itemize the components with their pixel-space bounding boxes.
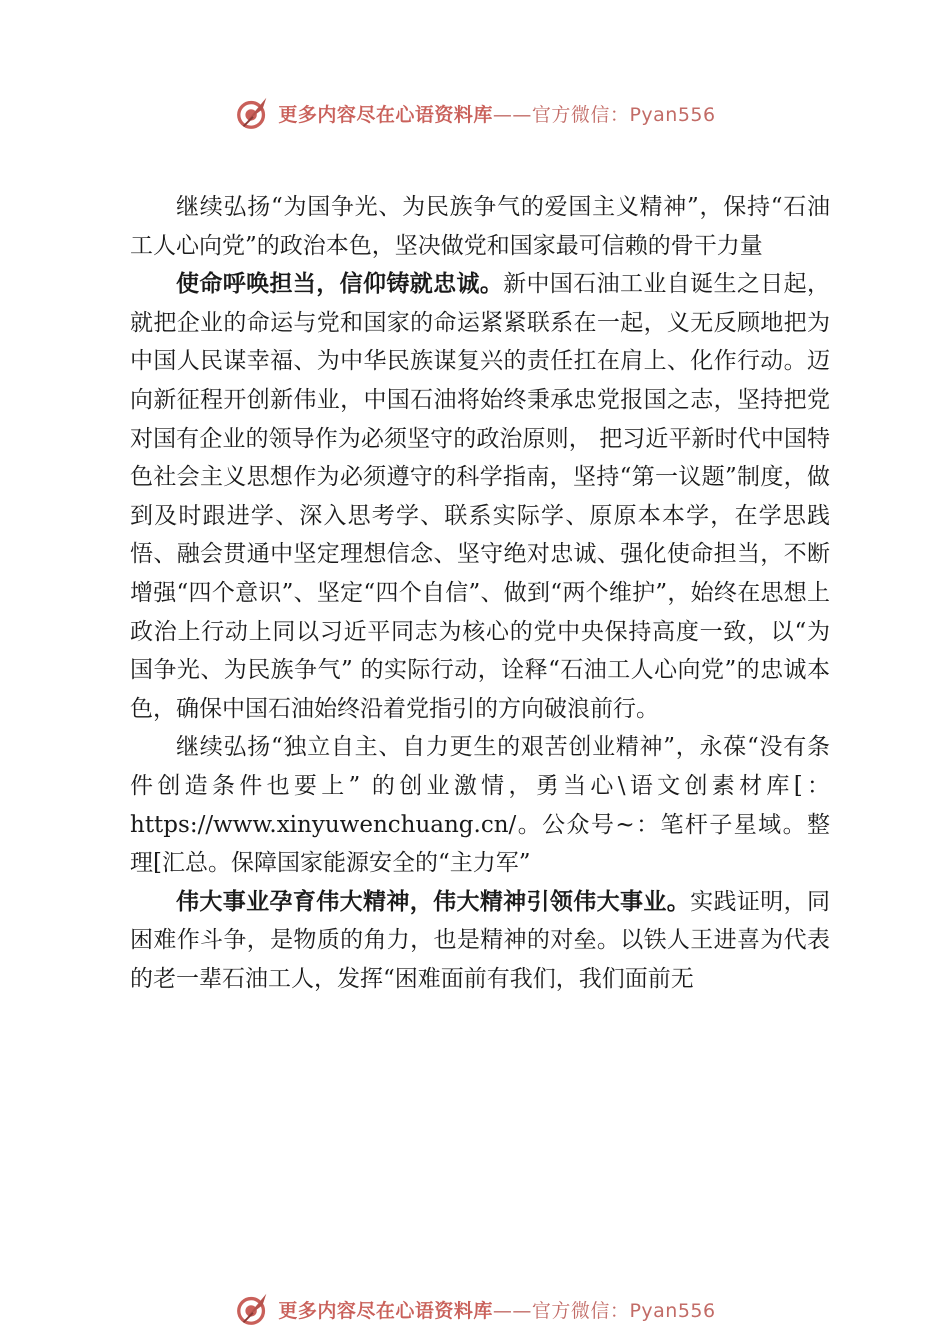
paragraph-lead: 使命呼唤担当，信仰铸就忠诚。 — [176, 270, 504, 298]
banner-separator: —— — [492, 103, 532, 126]
wechat-label: 官方微信： — [531, 103, 630, 126]
paragraph-text: 实践证明，同困难作斗争，是物质的角力，也是精神的对垒。以铁人王进喜为代表的老一辈石油工人，发挥“困难面前有我们，我们面前无 — [130, 888, 831, 992]
paragraph: 继续弘扬“独立自主、自力更生的艰苦创业精神”，永葆“没有条件创造条件也要上” 的创业激情，勇当心\语文创素材库[：https://www.xinyuwenchuang.cn/。公众号~：笔杆子星域。整理[汇总。保障国家能源安全的“主力军” — [130, 734, 830, 877]
paragraph — [130, 883, 830, 999]
paragraph: 继续弘扬“为国争光、为民族争气的爱国主义精神”，保持“石油工人心向党”的政治本色，坚决做党和国家最可信赖的骨干力量 — [130, 194, 830, 259]
banner-text — [278, 100, 715, 127]
paragraph — [130, 265, 830, 728]
document-body — [130, 188, 830, 998]
paragraph-text: 新中国石油工业自诞生之日起，就把企业的命运与党和国家的命运紧紧联系在一起，义无反顾地把为中国人民谋幸福、为中华民族谋复兴的责任扛在肩上、化作行动。迈向新征程开创新伟业，中国石油将始终秉承忠党报国之志，坚持把党对国有企业的领导作为必须坚守的政治原则， 把习近平新时代中国特色社会主义思想作为必须遵守的科学指南，坚持“第一议题”制度，做到及时跟进学、深入思考学、联系实际学、原原本本学，在学思践悟、融会贯通中坚定理想信念、坚守绝对忠诚、强化使命担当，不断增强“四个意识”、坚定“四个自信”、做到“两个维护”，始终在思想上政治上行动上同以习近平同志为核心的党中央保持高度一致，以“为国争光、为民族争气” 的实际行动，诠释“石油工人心向党”的忠诚本色，确保中国石油始终沿着党指引的方向破浪前行。 — [130, 271, 831, 722]
footer-banner — [0, 1286, 950, 1332]
banner-title: 更多内容尽在心语资料库 — [278, 103, 493, 126]
header-banner — [0, 90, 950, 136]
quill-logo-icon — [234, 1290, 272, 1328]
wechat-label: 官方微信： — [531, 1299, 630, 1322]
wechat-id: Pyan556 — [629, 1299, 716, 1322]
quill-logo-icon — [234, 94, 272, 132]
paragraph-lead: 伟大事业孕育伟大精神，伟大精神引领伟大事业。 — [176, 887, 691, 915]
banner-separator: —— — [492, 1299, 532, 1322]
banner-title: 更多内容尽在心语资料库 — [278, 1299, 493, 1322]
banner-text — [278, 1296, 715, 1323]
wechat-id: Pyan556 — [629, 103, 716, 126]
